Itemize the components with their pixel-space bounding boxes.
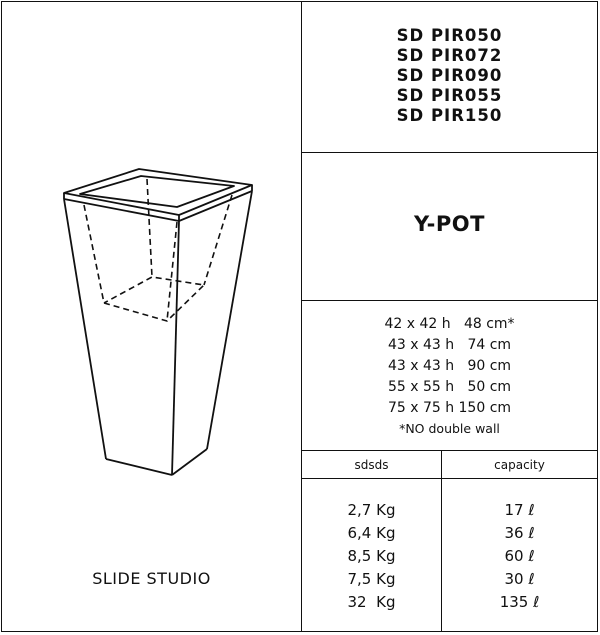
- dimension-row: 75 x 75 h 150 cm: [387, 400, 512, 416]
- dimension-row: 43 x 43 h 74 cm: [387, 337, 512, 353]
- info-panel: [302, 2, 597, 631]
- section-divider: [302, 152, 597, 153]
- brand-name: SLIDE STUDIO: [92, 569, 211, 588]
- section-divider: [302, 450, 597, 451]
- capacity-value: 17 ℓ: [504, 501, 535, 519]
- weight-value: 6,4 Kg: [347, 524, 396, 542]
- product-sheet: [1, 1, 598, 632]
- dimension-row: 42 x 42 h 48 cm*: [384, 316, 515, 332]
- table-header-divider: [302, 478, 597, 479]
- illustration-panel: [2, 2, 301, 631]
- product-name: Y-POT: [414, 212, 485, 236]
- dimensions-list: [302, 314, 597, 439]
- product-codes: [302, 26, 597, 126]
- pot-drawing-icon: [42, 157, 262, 497]
- weight-value: 7,5 Kg: [347, 570, 396, 588]
- product-code: SD PIR072: [396, 46, 503, 65]
- product-code: SD PIR090: [396, 66, 503, 85]
- capacity-value: 36 ℓ: [504, 524, 535, 542]
- capacity-value: 30 ℓ: [504, 570, 535, 588]
- weight-column-header: sdsds: [354, 458, 389, 472]
- capacity-value: 60 ℓ: [504, 547, 535, 565]
- capacity-value: 135 ℓ: [499, 593, 540, 611]
- product-code: SD PIR055: [396, 86, 503, 105]
- section-divider: [302, 300, 597, 301]
- product-code: SD PIR050: [396, 26, 503, 45]
- weight-value: 2,7 Kg: [347, 501, 396, 519]
- weight-value: 8,5 Kg: [347, 547, 396, 565]
- dimension-row: 55 x 55 h 50 cm: [387, 379, 512, 395]
- dimension-row: 43 x 43 h 90 cm: [387, 358, 512, 374]
- weight-value: 32 Kg: [347, 593, 396, 611]
- dimension-note: *NO double wall: [399, 421, 500, 436]
- product-code: SD PIR150: [396, 106, 503, 125]
- capacity-column: [442, 499, 597, 614]
- capacity-column-header: capacity: [494, 458, 545, 472]
- weight-column: [302, 499, 441, 614]
